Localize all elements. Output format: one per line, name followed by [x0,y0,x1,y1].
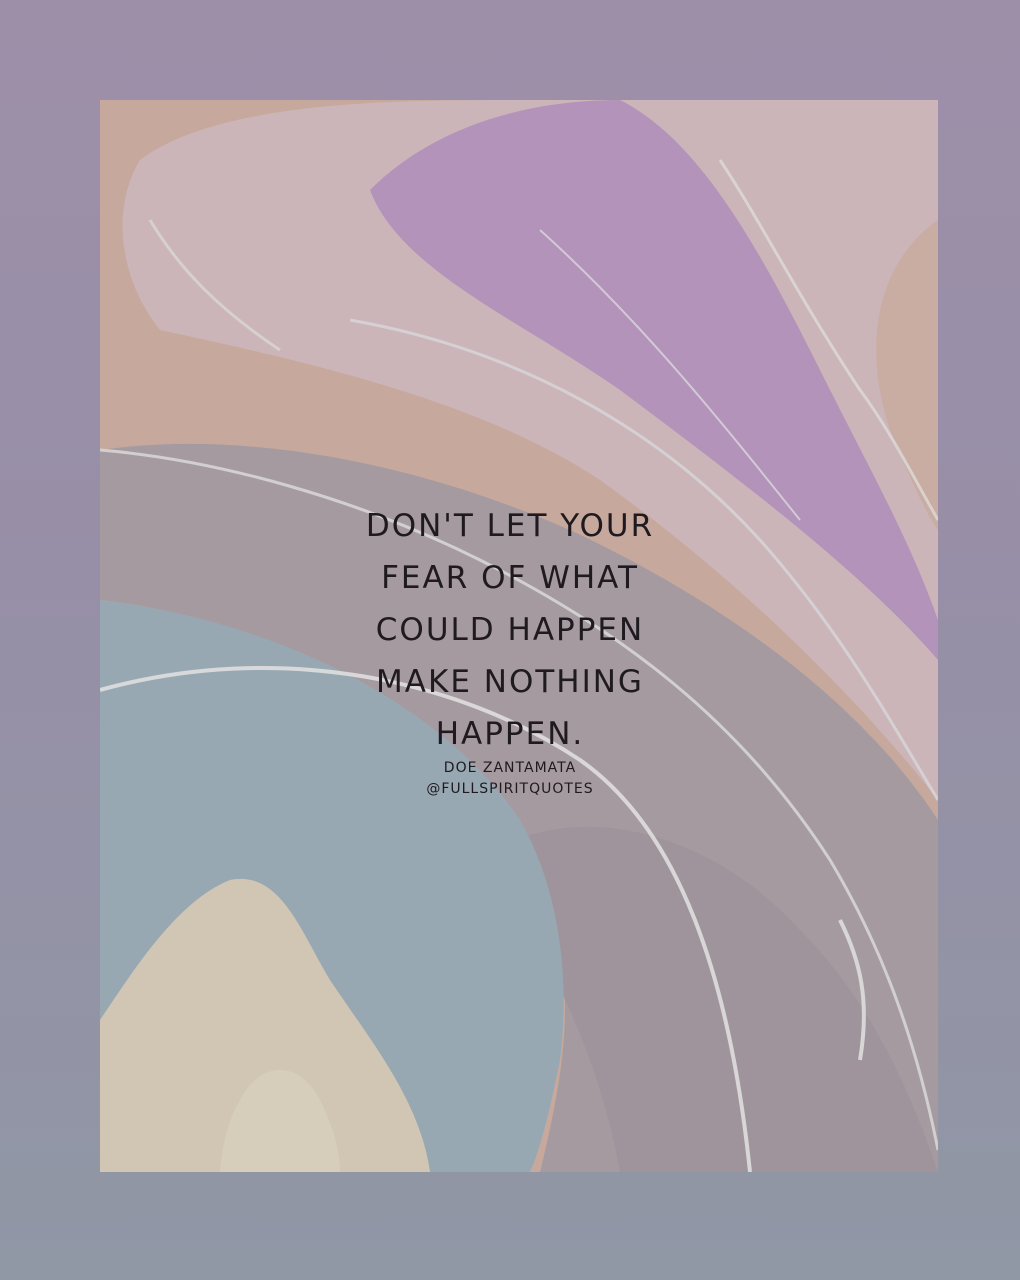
quote-line: COULD HAPPEN [375,612,645,648]
quote-author: DOE ZANTAMATA [443,760,577,776]
quote-line: FEAR OF WHAT [381,560,639,596]
quote-line: HAPPEN. [435,716,585,752]
quote-block [300,500,720,800]
instagram-handle: @FULLSPIRITQUOTES [426,781,594,797]
quote-text [300,500,720,760]
quote-line: DON'T LET YOUR [365,508,655,544]
quote-card [100,100,938,1172]
quote-line: MAKE NOTHING [376,664,644,700]
